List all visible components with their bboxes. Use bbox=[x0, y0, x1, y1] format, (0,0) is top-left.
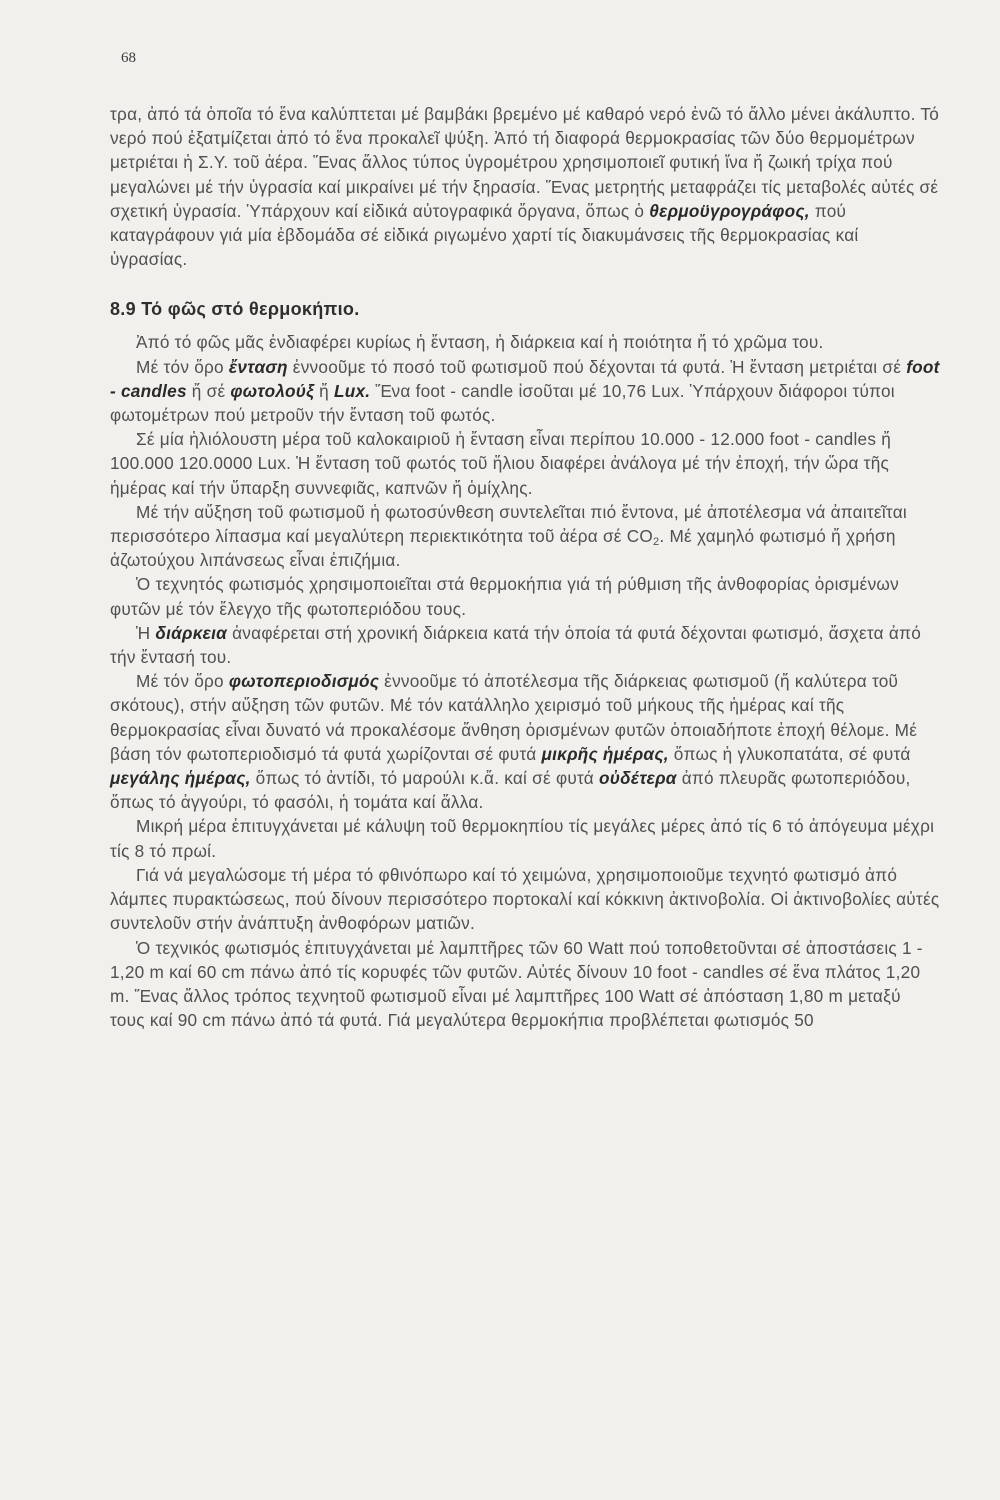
text-run: . Μέ χαμηλό φωτισμό ἤ χρήση ἀζωτούχου λιπάνσεως εἶναι ἐπιζήμια. bbox=[110, 526, 896, 571]
term-long-day: μεγάλης ἡμέρας, bbox=[110, 768, 251, 789]
term-lux: Lux. bbox=[333, 380, 371, 401]
text-run: τρα, ἀπό τά ὁποῖα τό ἕνα καλύπτεται μέ βαμβάκι βρεμένο μέ καθαρό νερό ἐνῶ τό ἄλλο μένει ἀκάλυπτο. Τό νερό πού ἐξατμίζεται ἀπό τό ἕνα προκαλεῖ ψύξη. Ἀπό τή διαφορά θερμοκρασίας τῶν δύο θερμομέτρων μετριέται ἡ Σ.Υ. τοῦ ἀέρα. Ἕνας ἄλλος τύπος ὑγρομέτρου χρησιμοποιεῖ φυτική ἴνα ἤ ζωική τρίχα πού μεγαλώνει μέ τήν ὑγρασία καί μικραίνει μέ τήν ξηρασία. Ἕνας μετρητής μεταφράζει τίς μεταβολές αὐτές σέ σχετική ὑγρασία. Ὑπάρχουν καί εἰδικά αὐτογραφικά ὄργανα, ὅπως ὁ bbox=[110, 104, 940, 221]
term-foot-candles: foot - candles bbox=[110, 356, 940, 401]
text-run: ὅπως ἡ γλυκοπατάτα, σέ φυτά bbox=[668, 743, 911, 764]
paragraph-duration bbox=[110, 621, 940, 669]
text-run: ἤ σέ bbox=[186, 380, 231, 401]
term-thermohygrograph: θερμοϋγρογράφος, bbox=[649, 200, 810, 221]
paragraph-photoperiodism bbox=[110, 669, 940, 814]
paragraph-long-day: Γιά νά μεγαλώσομε τή μέρα τό φθινόπωρο καί τό χειμώνα, χρησιμοποιοῦμε τεχνητό φωτισμό ἀπό λάμπες πυρακτώσεως, πού δίνουν περισσότερο πορτοκαλί καί κόκκινη ἀκτινοβολία. Οἱ ἀκτινοβολίες αὐτές συντελοῦν στήν ἀνάπτυξη ἀνθοφόρων ματιῶν. bbox=[110, 864, 940, 934]
term-neutral: οὐδέτερα bbox=[599, 768, 677, 789]
term-short-day: μικρῆς ἡμέρας, bbox=[541, 743, 669, 764]
term-intensity: ἔνταση bbox=[228, 356, 288, 377]
paragraph-hygrometer bbox=[110, 102, 940, 271]
text-run: Μέ τόν ὅρο bbox=[136, 671, 229, 692]
text-run: ἐννοοῦμε τό ποσό τοῦ φωτισμοῦ πού δέχονται τά φυτά. Ἡ ἔνταση μετριέται σέ bbox=[287, 356, 907, 377]
paragraph-artificial-lighting: Ὁ τεχνητός φωτισμός χρησιμοποιεῖται στά θερμοκήπια γιά τή ρύθμιση τῆς ἀνθοφορίας ὁρισμένων φυτῶν μέ τόν ἔλεγχο τῆς φωτοπεριόδου τους. bbox=[110, 574, 899, 619]
text-run: ἤ bbox=[314, 380, 334, 401]
text-run: ἀναφέρεται στή χρονική διάρκεια κατά τήν ὁποία τά φυτά δέχονται φωτισμό, ἄσχετα ἀπό τήν ἔντασή του. bbox=[110, 622, 921, 668]
page-body bbox=[110, 102, 940, 1032]
page-number: 68 bbox=[121, 50, 136, 66]
text-run: ἐννοοῦμε τό ἀποτέλεσμα τῆς διάρκειας φωτισμοῦ (ἤ καλύτερα τοῦ σκότους), στήν αὔξηση τῶν φυτῶν. Μέ τόν κατάλληλο χειρισμό τοῦ μήκους τῆς ἡμέρας καί τῆς θερμοκρασίας εἶναι δυνατό νά προκαλέσομε ἄνθηση ὁρισμένων φυτῶν ὁποιαδήποτε ἐποχή θέλομε. Μέ βάση τόν φωτοπεριοδισμό τά φυτά χωρίζονται σέ φυτά bbox=[110, 671, 918, 764]
text-run: Ἕνα foot - candle ἰσοῦται μέ 10,76 Lux. Ὑπάρχουν διάφοροι τύποι φωτομέτρων πού μετροῦν τήν ἔνταση τοῦ φωτός. bbox=[110, 380, 895, 426]
paragraph-light-intro: Ἀπό τό φῶς μᾶς ἐνδιαφέρει κυρίως ἡ ἔνταση, ἡ διάρκεια καί ἡ ποιότητα ἤ τό χρῶμα του. bbox=[136, 332, 824, 353]
paragraph-intensity bbox=[110, 355, 940, 428]
text-run: Μέ τόν ὅρο bbox=[136, 356, 229, 377]
section-heading: 8.9 Τό φῶς στό θερμοκήπιο. bbox=[110, 299, 360, 320]
paragraph-photosynthesis bbox=[110, 500, 940, 573]
text-run: Ἡ bbox=[136, 622, 156, 643]
text-run: Μέ τήν αὔξηση τοῦ φωτισμοῦ ἡ φωτοσύνθεση συντελεῖται πιό ἔντονα, μέ ἀποτέλεσμα νά ἀπαιτεῖται περισσότερο λίπασμα καί μεγαλύτερη περιεκτικότητα τοῦ ἀέρα σέ CO bbox=[110, 501, 907, 547]
paragraph-short-day: Μικρή μέρα ἐπιτυγχάνεται μέ κάλυψη τοῦ θερμοκηπίου τίς μεγάλες μέρες ἀπό τίς 6 τό ἀπόγευμα μέχρι τίς 8 τό πρωί. bbox=[110, 816, 935, 861]
paragraph-technical-lighting: Ὁ τεχνικός φωτισμός ἐπιτυγχάνεται μέ λαμπτῆρες τῶν 60 Watt πού τοποθετοῦνται σέ ἀποστάσεις 1 - 1,20 m καί 60 cm πάνω ἀπό τίς κορυφές τῶν φυτῶν. Αὐτές δίνουν 10 foot - candles σέ ἕνα πλάτος 1,20 m. Ἕνας ἄλλος τρόπος τεχνητοῦ φωτισμοῦ εἶναι μέ λαμπτῆρες 100 Watt σέ ἀπόσταση 1,80 m μεταξύ τους καί 90 cm πάνω ἀπό τά φυτά. Γιά μεγαλύτερα θερμοκήπια προβλέπεται φωτισμός 50 bbox=[110, 937, 923, 1031]
subscript-two: 2 bbox=[653, 536, 660, 549]
term-fotolux: φωτολούξ bbox=[230, 380, 315, 401]
text-run: ἀπό πλευρᾶς φωτοπεριόδου, ὅπως τό ἀγγούρι, τό φασόλι, ἡ τομάτα καί ἄλλα. bbox=[110, 768, 911, 813]
text-run: πού καταγράφουν γιά μία ἑβδομάδα σέ εἰδικά ριγωμένο χαρτί τίς διακυμάνσεις τῆς θερμοκρασίας καί ὑγρασίας. bbox=[110, 200, 859, 270]
paragraph-sunny-day: Σέ μία ἡλιόλουστη μέρα τοῦ καλοκαιριοῦ ἡ ἔνταση εἶναι περίπου 10.000 - 12.000 foot - candles ἤ 100.000 120.0000 Lux. Ἡ ἔνταση τοῦ φωτός τοῦ ἥλιου διαφέρει ἀνάλογα μέ τήν ἐποχή, τήν ὥρα τῆς ἡμέρας καί τήν ὕπαρξη συννεφιᾶς, καπνῶν ἤ ὁμίχλης. bbox=[110, 429, 892, 498]
term-duration: διάρκεια bbox=[155, 622, 228, 643]
term-photoperiodism: φωτοπεριοδισμός bbox=[228, 671, 380, 692]
text-run: ὅπως τό ἀντίδι, τό μαρούλι κ.ἄ. καί σέ φυτά bbox=[250, 768, 600, 789]
